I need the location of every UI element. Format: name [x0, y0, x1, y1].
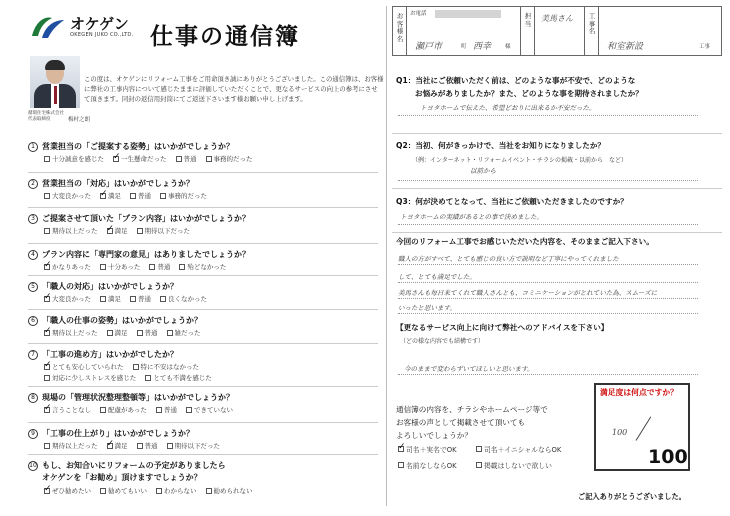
consent-text-2: お客様の声として掲載させて頂いても [396, 418, 526, 427]
question-divider [28, 343, 378, 344]
checked-box-icon[interactable] [44, 296, 50, 302]
checked-box-icon[interactable] [44, 407, 50, 413]
question-5 [28, 281, 178, 292]
option-checkbox[interactable] [44, 294, 91, 303]
option-label: 良くなかった [168, 295, 207, 303]
column-divider [386, 6, 387, 506]
logo-sub: OKEGEN JUKO CO.,LTD. [70, 31, 134, 38]
empty-box-icon[interactable] [100, 296, 106, 302]
option-checkbox[interactable] [145, 373, 212, 382]
empty-box-icon[interactable] [176, 156, 182, 162]
question-text: 「職人の対応」はいかがでしょうか？ [42, 282, 178, 291]
checked-box-icon[interactable] [44, 364, 50, 370]
empty-box-icon[interactable] [476, 446, 482, 452]
option-label: 十分誠意を感じた [52, 155, 104, 163]
option-label: できていない [193, 406, 233, 414]
question-number: 1 [28, 142, 38, 152]
question-number: 10 [29, 461, 37, 469]
question-2 [28, 178, 194, 189]
option-checkbox[interactable] [206, 154, 253, 163]
empty-box-icon[interactable] [160, 193, 166, 199]
checked-box-icon[interactable] [44, 488, 50, 494]
option-label: 殆どなかった [187, 263, 227, 271]
empty-box-icon[interactable] [44, 375, 50, 381]
question-text-2: オケゲンを「お勧め」頂けますでしょうか？ [42, 473, 202, 482]
option-label: 事務的だった [213, 155, 253, 163]
option-checkbox[interactable] [100, 191, 121, 200]
question-number: 3 [28, 214, 38, 224]
customer-city: 瀬戸市 [415, 42, 443, 52]
staff-hand: 美馬さん [541, 14, 573, 23]
thanks-text: ご記入ありがとうございました。 [578, 492, 686, 501]
option-checkbox[interactable] [137, 328, 158, 337]
empty-box-icon[interactable] [398, 462, 404, 468]
question-3 [28, 213, 250, 224]
empty-box-icon[interactable] [206, 156, 212, 162]
consent-option-label: 司名＋実名でOK [406, 446, 457, 454]
question-number: 9 [28, 429, 38, 439]
option-checkbox[interactable] [167, 441, 221, 450]
logo-mark-icon [30, 14, 66, 40]
consent-option[interactable] [398, 460, 457, 470]
question-divider [28, 275, 378, 276]
question-text: 営業担当の「ご提案する姿勢」はいかがでしょうか？ [42, 142, 234, 151]
option-checkbox[interactable] [44, 405, 91, 414]
option-label: 特に不安はなかった [140, 363, 199, 371]
question-number: 8 [28, 393, 38, 403]
option-checkbox[interactable] [44, 486, 91, 495]
question-text: ご提案させて頂いた「プラン内容」はいかがでしょうか？ [42, 214, 250, 223]
empty-box-icon[interactable] [100, 264, 106, 270]
q5-text: 【更なるサービス向上に向けて弊社へのアドバイスを下さい】 [396, 323, 609, 332]
option-checkbox[interactable] [44, 154, 104, 163]
phone-label: お電話 [410, 11, 427, 17]
option-label: 配慮があった [108, 406, 147, 414]
question-text: 「職人の仕事の姿勢」はいかがでしょうか？ [42, 316, 202, 325]
option-checkbox[interactable] [113, 154, 167, 163]
option-label: 大変良かった [52, 295, 91, 303]
option-label: 期待以上だった [52, 227, 98, 235]
option-checkbox[interactable] [44, 262, 91, 271]
staff-label: 担当 [524, 12, 532, 28]
checked-box-icon[interactable] [44, 330, 50, 336]
signer-name: 梅村之朗 [68, 117, 91, 123]
option-row [44, 405, 242, 414]
document-title: 仕事の通信簿 [150, 24, 300, 50]
consent-option-label: 名前なしならOK [406, 462, 457, 470]
option-label: 対応に少しストレスを感じた [52, 374, 137, 382]
question-7 [28, 349, 178, 360]
satisfaction-label: 満足度は何点ですか？ [600, 388, 678, 397]
question-number: 2 [28, 179, 38, 189]
option-row [44, 191, 216, 200]
consent-option-label: 掲載はしないで欲しい [484, 462, 552, 470]
president-photo [30, 56, 80, 108]
option-row [44, 328, 210, 337]
question-text: 「工事の仕上がり」はいかがでしょうか？ [42, 429, 194, 438]
option-label: 普通 [138, 192, 151, 200]
q4-answer-3: 美馬さんも毎日来てくれて職人さんとも、コミニケーションがとれていた為、スムーズに [398, 289, 658, 297]
q2-note: （例：インターネット・リフォームイベント・チラシの掲載・以前から など） [412, 157, 628, 164]
empty-box-icon[interactable] [186, 407, 192, 413]
question-text: 現場の「管理状況整理整頓等」はいかがでしょうか？ [42, 393, 234, 402]
empty-box-icon[interactable] [44, 193, 50, 199]
option-label: 言うことなし [52, 406, 91, 414]
work-hand: 和室新設 [607, 42, 644, 52]
customer-label: お客様名 [396, 12, 404, 43]
option-label: 満足 [108, 192, 121, 200]
option-label: 普通 [183, 155, 197, 163]
q1-answer: トヨタホームで伝えた、希望どおりに出来るか不安だった。 [420, 104, 596, 112]
question-text: 営業担当の「対応」はいかがでしょうか？ [42, 179, 194, 188]
option-row [44, 441, 229, 450]
signer-title: 代表取締役 [28, 117, 51, 122]
option-checkbox[interactable] [167, 328, 201, 337]
option-row [44, 362, 208, 371]
checked-box-icon[interactable] [107, 443, 113, 449]
option-checkbox[interactable] [100, 294, 121, 303]
option-checkbox[interactable] [156, 486, 197, 495]
option-label: かなりあった [52, 263, 91, 271]
question-text: プラン内容に「専門家の意見」はありましたでしょうか？ [42, 250, 250, 259]
q4-text: 今回のリフォーム工事でお感じいただいた内容を、そのままご記入下さい。 [396, 237, 654, 246]
logo-text: オケゲン [70, 14, 129, 33]
empty-box-icon[interactable] [167, 443, 173, 449]
empty-box-icon[interactable] [100, 407, 106, 413]
q3-text: Q3：何が決めてとなって、当社にご依頼いただきましたのですか？ [396, 197, 628, 206]
empty-box-icon[interactable] [130, 296, 136, 302]
question-divider [28, 422, 378, 423]
question-divider [28, 454, 378, 455]
empty-box-icon[interactable] [179, 264, 185, 270]
question-9 [28, 428, 194, 439]
option-checkbox[interactable] [130, 294, 151, 303]
checked-box-icon[interactable] [44, 264, 50, 270]
phone-redacted [435, 10, 501, 18]
question-divider [28, 207, 378, 208]
option-checkbox[interactable] [44, 191, 91, 200]
empty-box-icon[interactable] [167, 330, 173, 336]
option-label: 満足 [114, 442, 128, 450]
question-divider [28, 309, 378, 310]
empty-box-icon[interactable] [206, 488, 212, 494]
option-row [44, 486, 262, 495]
q2-text: Q2：当初、何がきっかけで、当社をお知りになりましたか？ [396, 141, 606, 150]
checked-box-icon[interactable] [113, 156, 119, 162]
option-checkbox[interactable] [107, 441, 128, 450]
sama-label: 様 [505, 44, 511, 50]
option-checkbox[interactable] [107, 226, 128, 235]
checked-box-icon[interactable] [100, 193, 106, 199]
q1-text-2: お悩みがありましたか？また、どのような事を期待されましたか？ [415, 89, 643, 98]
option-label: ぜひ勧めたい [52, 487, 91, 495]
option-label: 期待以下だった [144, 227, 190, 235]
option-checkbox[interactable] [179, 262, 226, 271]
empty-box-icon[interactable] [145, 375, 151, 381]
empty-box-icon[interactable] [149, 264, 155, 270]
option-checkbox[interactable] [44, 328, 98, 337]
option-label: わからない [164, 487, 197, 495]
customer-header [392, 6, 722, 56]
option-label: 雑だった [174, 329, 201, 337]
consent-text-1: 通信簿の内容を、チラシやホームページ等で [396, 405, 548, 414]
option-label: 満足 [114, 227, 128, 235]
option-row [44, 226, 199, 235]
option-label: 普通 [144, 329, 158, 337]
question-8 [28, 392, 234, 403]
checked-box-icon[interactable] [398, 446, 404, 452]
option-label: 事務的だった [168, 192, 207, 200]
empty-box-icon[interactable] [44, 443, 50, 449]
option-label: 期待以上だった [52, 442, 98, 450]
question-4 [28, 249, 250, 260]
empty-box-icon[interactable] [100, 488, 106, 494]
option-label: 普通 [163, 406, 177, 414]
town-hand: 西幸 [473, 42, 492, 52]
option-label: 満足 [114, 329, 128, 337]
satisfaction-hand: 100 [612, 428, 628, 437]
option-checkbox[interactable] [160, 191, 207, 200]
option-checkbox[interactable] [130, 191, 151, 200]
option-label: 十分あった [107, 263, 141, 271]
signer-company: 循環住宅株式会社 [28, 111, 64, 116]
question-number: 7 [28, 350, 38, 360]
question-text: もし、お知合いにリフォームの予定がありましたら [42, 461, 226, 470]
empty-box-icon[interactable] [130, 193, 136, 199]
work-suffix: 工事 [699, 44, 711, 50]
consent-option[interactable] [476, 444, 561, 454]
q2-answer: 以前から [470, 167, 496, 175]
option-label: とても不満を感じた [153, 374, 212, 382]
question-number: 5 [28, 282, 38, 292]
checked-box-icon[interactable] [107, 228, 113, 234]
q4-answer-4: いったと思います。 [398, 304, 456, 312]
consent-option-label: 司名＋イニシャルならOK [484, 446, 562, 454]
option-checkbox[interactable] [149, 262, 170, 271]
empty-box-icon[interactable] [476, 462, 482, 468]
option-label: 期待以上だった [52, 329, 98, 337]
empty-box-icon[interactable] [137, 443, 143, 449]
option-label: とても安心していられた [52, 363, 124, 371]
option-checkbox[interactable] [44, 373, 136, 382]
option-row [44, 373, 221, 382]
empty-box-icon[interactable] [133, 364, 139, 370]
option-label: 普通 [138, 295, 151, 303]
option-label: 勧めてもいい [108, 487, 147, 495]
question-1 [28, 141, 234, 152]
town-label: 町 [461, 44, 467, 50]
option-row [44, 262, 235, 271]
option-label: 期待以下だった [174, 442, 220, 450]
empty-box-icon[interactable] [44, 156, 50, 162]
option-checkbox[interactable] [137, 226, 191, 235]
option-checkbox[interactable] [100, 486, 147, 495]
option-label: 大変良かった [52, 192, 91, 200]
satisfaction-value: 100 [648, 446, 688, 468]
option-checkbox[interactable] [100, 262, 140, 271]
empty-box-icon[interactable] [107, 330, 113, 336]
option-checkbox[interactable] [137, 441, 158, 450]
option-label: 勧められない [213, 487, 253, 495]
option-label: 一生懸命だった [121, 155, 167, 163]
consent-text-3: よろしいでしょうか？ [396, 431, 472, 440]
option-checkbox[interactable] [107, 328, 128, 337]
empty-box-icon[interactable] [156, 407, 162, 413]
option-row [44, 294, 216, 303]
option-checkbox[interactable] [44, 441, 98, 450]
option-checkbox[interactable] [44, 362, 124, 371]
option-checkbox[interactable] [160, 294, 207, 303]
company-logo [30, 14, 133, 40]
option-checkbox[interactable] [44, 226, 98, 235]
empty-box-icon[interactable] [160, 296, 166, 302]
q1-text: Q1：当社にご依頼いただく前は、どのような事が不安で、どのような [396, 76, 636, 85]
question-number: 4 [28, 250, 38, 260]
q3-answer: トヨタホームの実績があるとの事で決めました。 [400, 213, 543, 221]
option-label: 普通 [144, 442, 158, 450]
option-checkbox[interactable] [100, 405, 147, 414]
option-checkbox[interactable] [206, 486, 253, 495]
option-checkbox[interactable] [186, 405, 233, 414]
question-divider [28, 386, 378, 387]
empty-box-icon[interactable] [137, 228, 143, 234]
question-6 [28, 315, 202, 326]
option-checkbox[interactable] [176, 154, 197, 163]
consent-option[interactable] [476, 460, 552, 470]
intro-text: この度は、オケゲンにリフォーム工事をご用命頂き誠にありがとうございました。この通信簿は、お客様に弊社の工事内容について感じたままに評価していただくことで、更なるサービスの向上の参考にさせて頂きます。同封の返信用封筒にてご返送下さいます様お願い申し上げます。 [84, 75, 384, 103]
q5-note: （どの様な内容でも結構です） [400, 338, 485, 345]
empty-box-icon[interactable] [44, 228, 50, 234]
option-label: 普通 [157, 263, 171, 271]
option-row [44, 154, 262, 163]
option-label: 満足 [108, 295, 121, 303]
q4-answer-1: 職人の方がすべて、とても感じの良い方で説明など丁寧にやってくれました [398, 255, 619, 263]
question-text: 「工事の進め方」はいかがでしたか？ [42, 350, 178, 359]
question-divider [28, 243, 378, 244]
empty-box-icon[interactable] [137, 330, 143, 336]
work-label: 工事名 [588, 12, 596, 35]
empty-box-icon[interactable] [156, 488, 162, 494]
option-checkbox[interactable] [133, 362, 200, 371]
consent-option[interactable] [398, 444, 457, 454]
question-divider [28, 172, 378, 173]
option-checkbox[interactable] [156, 405, 177, 414]
q4-answer-2: して、とても満足でした。 [398, 273, 476, 281]
question-number: 6 [28, 316, 38, 326]
q5-answer: 今のままで変わらずいてほしいと思います。 [404, 365, 534, 373]
question-10 [28, 460, 226, 471]
